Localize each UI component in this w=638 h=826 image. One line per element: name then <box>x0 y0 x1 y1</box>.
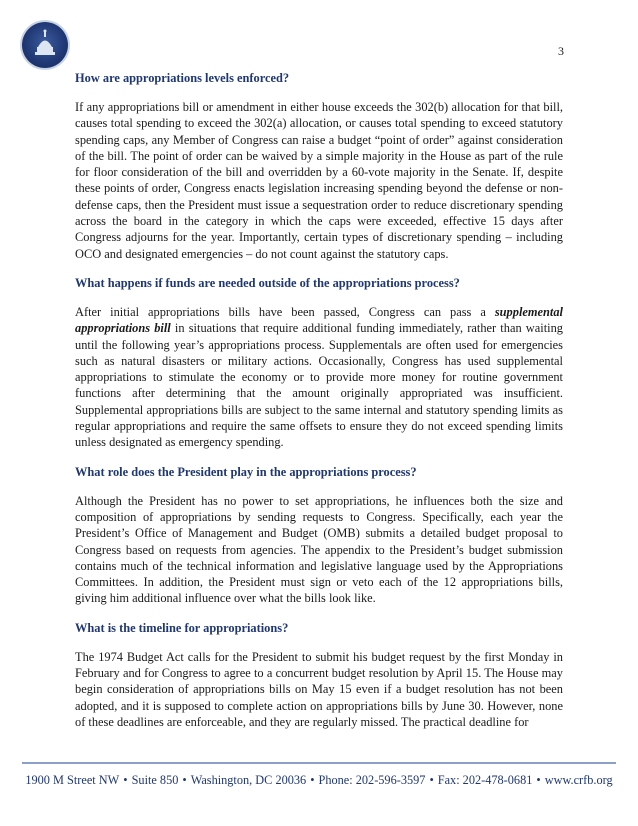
footer-divider <box>22 762 616 764</box>
separator-dot: • <box>536 773 541 787</box>
defined-term: supplemental appropriations bill <box>75 304 563 336</box>
section-heading: What role does the President play in the appropriations process? <box>75 464 417 479</box>
page-number: 3 <box>558 44 564 58</box>
paragraph <box>75 304 563 451</box>
paragraph: Although the President has no power to set appropriations, he influences both the size and composition of appropriations by sending requests to Congress. Specifically, each year the President’s Office of Management and Budget (OMB) submits a detailed budget proposal to Congress based on requests from agencies. The appendix to the President’s budget submission contains much of the technical information and legislative language used by the Appropriations Committees. In addition, the President must sign or veto each of the 12 appropriations bills, giving him additional influence over what the bills look like. <box>75 493 563 606</box>
footer-city: Washington, DC 20036 <box>190 773 307 787</box>
section-heading: What is the timeline for appropriations? <box>75 620 289 635</box>
footer-phone: Phone: 202-596-3597 <box>318 773 426 787</box>
footer-contact <box>22 773 616 788</box>
footer-suite: Suite 850 <box>131 773 179 787</box>
paragraph: The 1974 Budget Act calls for the President to submit his budget request by the first Monday in February and for Congress to agree to a concurrent budget resolution by April 15. The House may begin consideration of appropriations bills on May 15 even if a budget resolution has not been adopted, and it is supposed to complete action on appropriations bills by June 30. However, none of these deadlines are enforceable, and they are regularly missed. The practical deadline for <box>75 649 563 729</box>
section-heading: How are appropriations levels enforced? <box>75 71 290 85</box>
separator-dot: • <box>429 773 434 787</box>
crfb-logo <box>22 22 68 68</box>
paragraph: If any appropriations bill or amendment in either house exceeds the 302(b) allocation for that bill, causes total spending to exceed the 302(a) allocation, or causes total spending to exceed statutory spending caps, any Member of Congress can raise a budget “point of order” against consideration of the bill. The point of order can be waived by a simple majority in the House as part of the rule for floor consideration of the bill and overridden by a 60-vote majority in the Senate. If, despite these points of order, Congress enacts legislation increasing spending beyond the defense or non-defense caps, then the President must issue a sequestration order to reduce discretionary spending across the board in the category in which the caps were exceeded, effective 15 days after Congress adjourns for the year. Importantly, certain types of discretionary spending – including OCO and designated emergencies – do not count against the statutory caps. <box>75 100 563 261</box>
paragraph-text: in situations that require additional funding immediately, rather than waiting until the following year’s appropriations process. Supplementals are often used for emergencies such as natural disasters or military actions. Occasionally, Congress has used supplemental appropriations to stimulate the economy or to provide more money for routine government functions after determining that the amount originally appropriated was insufficient. Supplemental appropriations bills are subject to the same internal and statutory spending limits as regular appropriations and require the same offsets to ensure they do not exceed spending limits unless designated as emergency spending. <box>75 321 563 450</box>
capitol-dome-icon <box>22 22 68 68</box>
section-heading: What happens if funds are needed outside of the appropriations process? <box>75 275 460 290</box>
footer-fax: Fax: 202-478-0681 <box>437 773 533 787</box>
separator-dot: • <box>310 773 315 787</box>
separator-dot: • <box>123 773 128 787</box>
footer-address: 1900 M Street NW <box>25 773 120 787</box>
footer-website: www.crfb.org <box>544 773 613 787</box>
separator-dot: • <box>182 773 187 787</box>
paragraph-text: After initial appropriations bills have been passed, Congress can pass a <box>75 304 495 319</box>
document-body <box>75 70 563 730</box>
